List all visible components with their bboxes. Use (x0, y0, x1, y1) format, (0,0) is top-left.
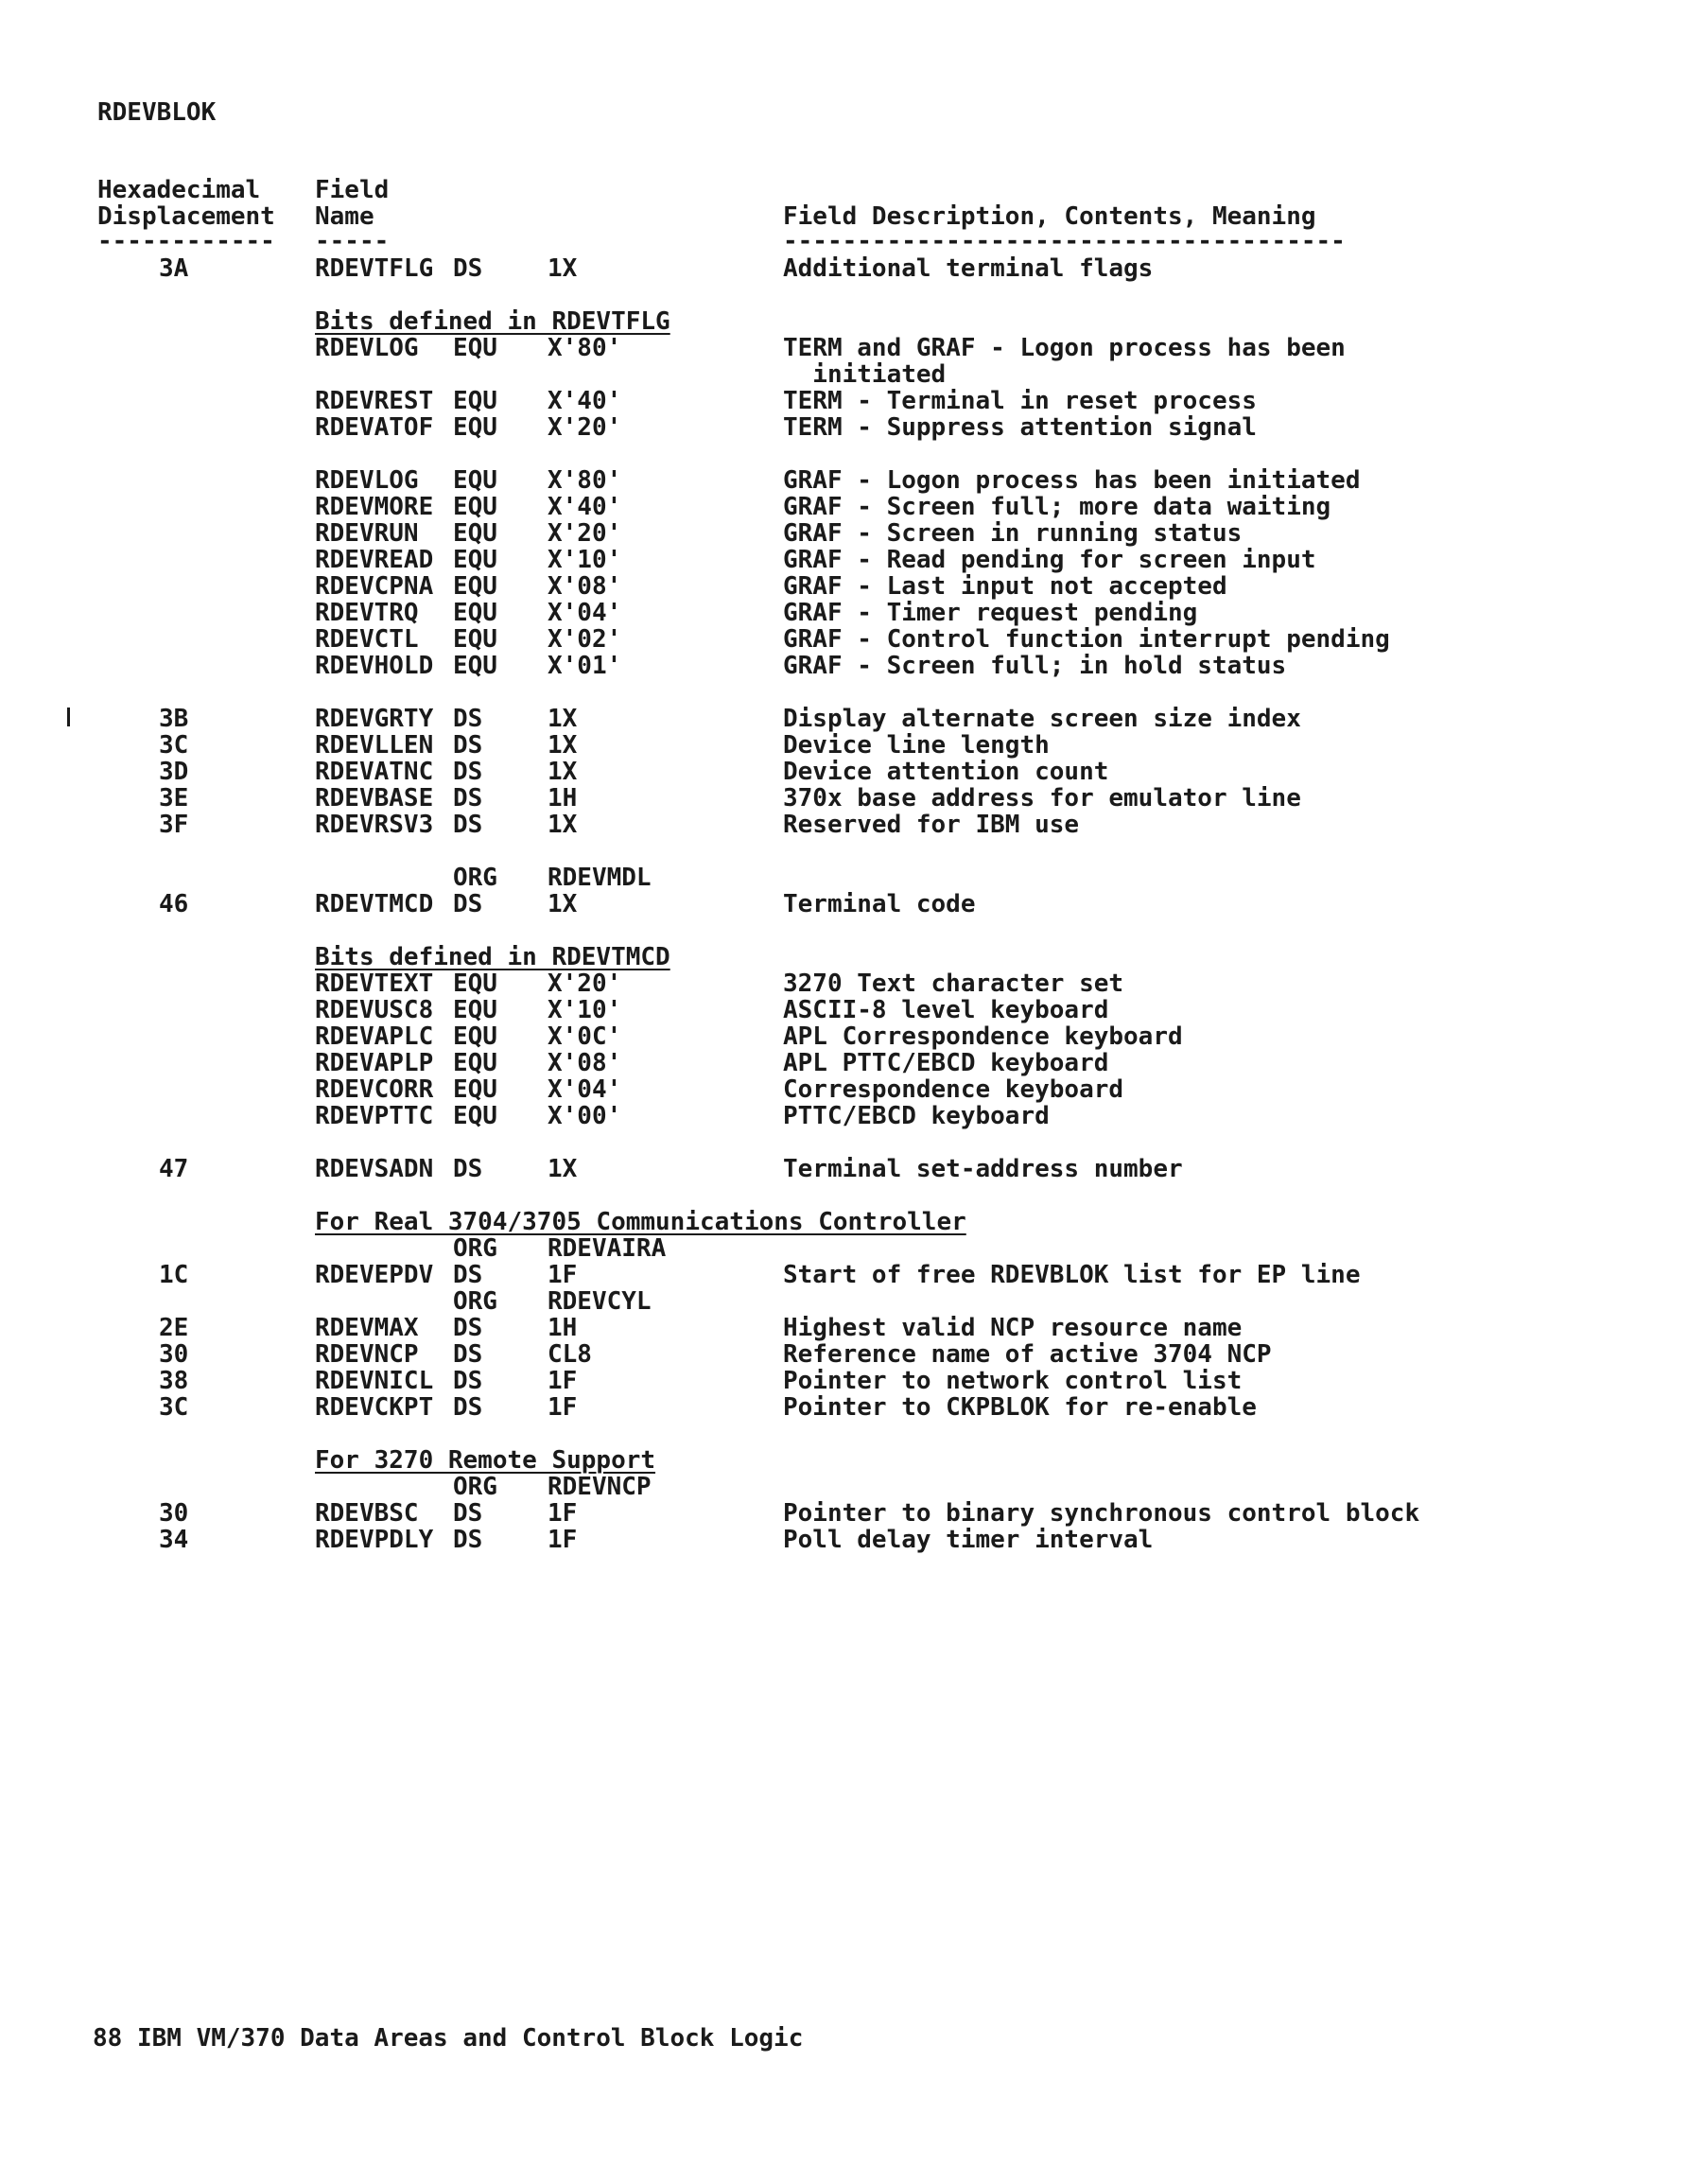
field-op: DS (453, 811, 483, 839)
header-name-line2: Name (315, 202, 374, 231)
displacement: 3A (159, 254, 189, 283)
field-description: 3270 Text character set (783, 970, 1124, 998)
field-op: DS (453, 890, 483, 918)
field-name: RDEVSADN (315, 1155, 434, 1183)
header-disp-line1: Hexadecimal (97, 176, 261, 204)
field-op: ORG (453, 1473, 497, 1501)
field-description: Terminal code (783, 890, 976, 918)
field-name: RDEVPDLY (315, 1526, 434, 1554)
field-name: RDEVTEXT (315, 970, 434, 998)
displacement: 3C (159, 731, 189, 760)
field-description: Additional terminal flags (783, 254, 1154, 283)
field-description: Pointer to CKPBLOK for re-enable (783, 1393, 1257, 1422)
field-value: X'20' (548, 970, 622, 998)
field-value: 1X (548, 705, 578, 733)
field-op: EQU (453, 652, 497, 680)
field-name: RDEVEPDV (315, 1261, 434, 1289)
field-op: EQU (453, 996, 497, 1024)
field-op: DS (453, 1155, 483, 1183)
field-description: Pointer to binary synchronous control block (783, 1499, 1420, 1528)
displacement: 30 (159, 1499, 189, 1528)
field-description: GRAF - Screen in running status (783, 519, 1243, 548)
field-name: RDEVBSC (315, 1499, 419, 1528)
displacement: 2E (159, 1314, 189, 1342)
field-value: 1X (548, 1155, 578, 1183)
field-description: GRAF - Read pending for screen input (783, 546, 1316, 574)
field-description: Reference name of active 3704 NCP (783, 1340, 1272, 1369)
field-name: RDEVTFLG (315, 254, 434, 283)
field-value: 1X (548, 890, 578, 918)
field-description: GRAF - Screen full; in hold status (783, 652, 1287, 680)
field-name: RDEVPTTC (315, 1102, 434, 1130)
field-description: TERM and GRAF - Logon process has been (783, 334, 1346, 362)
field-value: 1H (548, 784, 578, 812)
field-description: GRAF - Last input not accepted (783, 572, 1227, 601)
header-rule-disp: ------------ (97, 227, 275, 255)
displacement: 3F (159, 811, 189, 839)
field-name: RDEVUSC8 (315, 996, 434, 1024)
header-disp-line2: Displacement (97, 202, 275, 231)
field-value: X'10' (548, 996, 622, 1024)
field-name: RDEVLOG (315, 466, 419, 495)
field-value: X'04' (548, 599, 622, 627)
field-op: DS (453, 1261, 483, 1289)
field-description: Start of free RDEVBLOK list for EP line (783, 1261, 1361, 1289)
field-name: RDEVRUN (315, 519, 419, 548)
field-op: DS (453, 1314, 483, 1342)
section-heading: For Real 3704/3705 Communications Controller (315, 1208, 966, 1236)
displacement: 38 (159, 1367, 189, 1395)
field-description: Reserved for IBM use (783, 811, 1080, 839)
field-name: RDEVREAD (315, 546, 434, 574)
page-footer: 88 IBM VM/370 Data Areas and Control Block Logic (93, 2024, 804, 2053)
section-heading: Bits defined in RDEVTMCD (315, 943, 670, 971)
field-value: 1F (548, 1367, 578, 1395)
field-name: RDEVAPLC (315, 1022, 434, 1051)
field-op: EQU (453, 599, 497, 627)
field-value: 1F (548, 1526, 578, 1554)
field-description: GRAF - Logon process has been initiated (783, 466, 1361, 495)
field-description: TERM - Suppress attention signal (783, 413, 1257, 442)
field-description: initiated (783, 360, 947, 389)
field-value: 1X (548, 811, 578, 839)
field-op: DS (453, 254, 483, 283)
field-description: Pointer to network control list (783, 1367, 1243, 1395)
field-name: RDEVGRTY (315, 705, 434, 733)
field-value: 1F (548, 1261, 578, 1289)
field-op: EQU (453, 493, 497, 521)
field-op: EQU (453, 387, 497, 415)
field-description: Highest valid NCP resource name (783, 1314, 1243, 1342)
field-value: X'00' (548, 1102, 622, 1130)
field-name: RDEVTRQ (315, 599, 419, 627)
displacement: 30 (159, 1340, 189, 1369)
field-op: DS (453, 758, 483, 786)
field-description: APL PTTC/EBCD keyboard (783, 1049, 1109, 1077)
displacement: 3B (159, 705, 189, 733)
field-value: 1X (548, 254, 578, 283)
header-rule-desc: -------------------------------------- (783, 227, 1346, 255)
field-name: RDEVCPNA (315, 572, 434, 601)
field-value: 1H (548, 1314, 578, 1342)
field-description: APL Correspondence keyboard (783, 1022, 1183, 1051)
field-name: RDEVCTL (315, 625, 419, 654)
page-title: RDEVBLOK (97, 98, 217, 127)
field-name: RDEVBASE (315, 784, 434, 812)
field-op: DS (453, 731, 483, 760)
field-op: EQU (453, 1102, 497, 1130)
field-value: RDEVCYL (548, 1287, 652, 1316)
field-op: DS (453, 1526, 483, 1554)
field-op: ORG (453, 864, 497, 892)
field-value: X'08' (548, 1049, 622, 1077)
field-name: RDEVCKPT (315, 1393, 434, 1422)
field-op: EQU (453, 546, 497, 574)
field-value: X'04' (548, 1075, 622, 1104)
field-description: TERM - Terminal in reset process (783, 387, 1257, 415)
field-name: RDEVMORE (315, 493, 434, 521)
field-description: 370x base address for emulator line (783, 784, 1301, 812)
field-description: Display alternate screen size index (783, 705, 1301, 733)
field-value: 1X (548, 731, 578, 760)
field-name: RDEVAPLP (315, 1049, 434, 1077)
field-name: RDEVREST (315, 387, 434, 415)
field-op: DS (453, 1340, 483, 1369)
field-name: RDEVLLEN (315, 731, 434, 760)
field-op: EQU (453, 970, 497, 998)
displacement: 3D (159, 758, 189, 786)
field-op: ORG (453, 1287, 497, 1316)
field-value: 1F (548, 1499, 578, 1528)
field-op: EQU (453, 1022, 497, 1051)
field-description: PTTC/EBCD keyboard (783, 1102, 1050, 1130)
field-name: RDEVNCP (315, 1340, 419, 1369)
field-name: RDEVMAX (315, 1314, 419, 1342)
field-value: RDEVNCP (548, 1473, 652, 1501)
field-op: DS (453, 705, 483, 733)
field-name: RDEVATOF (315, 413, 434, 442)
displacement: 46 (159, 890, 189, 918)
field-description: Correspondence keyboard (783, 1075, 1124, 1104)
field-op: DS (453, 1499, 483, 1528)
field-name: RDEVCORR (315, 1075, 434, 1104)
header-name-line1: Field (315, 176, 390, 204)
field-description: Device attention count (783, 758, 1109, 786)
field-name: RDEVTMCD (315, 890, 434, 918)
field-op: EQU (453, 572, 497, 601)
field-op: EQU (453, 519, 497, 548)
displacement: 34 (159, 1526, 189, 1554)
field-value: X'10' (548, 546, 622, 574)
field-value: 1F (548, 1393, 578, 1422)
displacement: 47 (159, 1155, 189, 1183)
field-description: Device line length (783, 731, 1050, 760)
field-name: RDEVNICL (315, 1367, 434, 1395)
field-op: EQU (453, 625, 497, 654)
field-value: X'20' (548, 413, 622, 442)
field-value: X'80' (548, 466, 622, 495)
field-value: X'08' (548, 572, 622, 601)
field-value: RDEVMDL (548, 864, 652, 892)
field-op: EQU (453, 1049, 497, 1077)
field-value: CL8 (548, 1340, 592, 1369)
field-op: DS (453, 1367, 483, 1395)
field-value: X'01' (548, 652, 622, 680)
field-description: GRAF - Control function interrupt pending (783, 625, 1390, 654)
header-desc: Field Description, Contents, Meaning (783, 202, 1316, 231)
field-description: GRAF - Timer request pending (783, 599, 1198, 627)
field-op: DS (453, 1393, 483, 1422)
field-value: RDEVAIRA (548, 1234, 667, 1263)
field-description: Poll delay timer interval (783, 1526, 1154, 1554)
displacement: 3C (159, 1393, 189, 1422)
displacement: 3E (159, 784, 189, 812)
field-op: ORG (453, 1234, 497, 1263)
displacement: 1C (159, 1261, 189, 1289)
field-name: RDEVRSV3 (315, 811, 434, 839)
field-name: RDEVATNC (315, 758, 434, 786)
field-op: EQU (453, 413, 497, 442)
field-value: X'40' (548, 387, 622, 415)
field-value: X'0C' (548, 1022, 622, 1051)
field-op: EQU (453, 466, 497, 495)
field-value: X'02' (548, 625, 622, 654)
field-value: X'20' (548, 519, 622, 548)
field-op: EQU (453, 334, 497, 362)
field-op: DS (453, 784, 483, 812)
field-value: X'40' (548, 493, 622, 521)
field-name: RDEVLOG (315, 334, 419, 362)
field-description: Terminal set-address number (783, 1155, 1183, 1183)
revision-bar (67, 708, 70, 726)
field-value: X'80' (548, 334, 622, 362)
field-value: 1X (548, 758, 578, 786)
field-op: EQU (453, 1075, 497, 1104)
field-description: ASCII-8 level keyboard (783, 996, 1109, 1024)
field-name: RDEVHOLD (315, 652, 434, 680)
field-description: GRAF - Screen full; more data waiting (783, 493, 1331, 521)
section-heading: For 3270 Remote Support (315, 1446, 656, 1475)
header-rule-name: ----- (315, 227, 390, 255)
section-heading: Bits defined in RDEVTFLG (315, 307, 670, 336)
